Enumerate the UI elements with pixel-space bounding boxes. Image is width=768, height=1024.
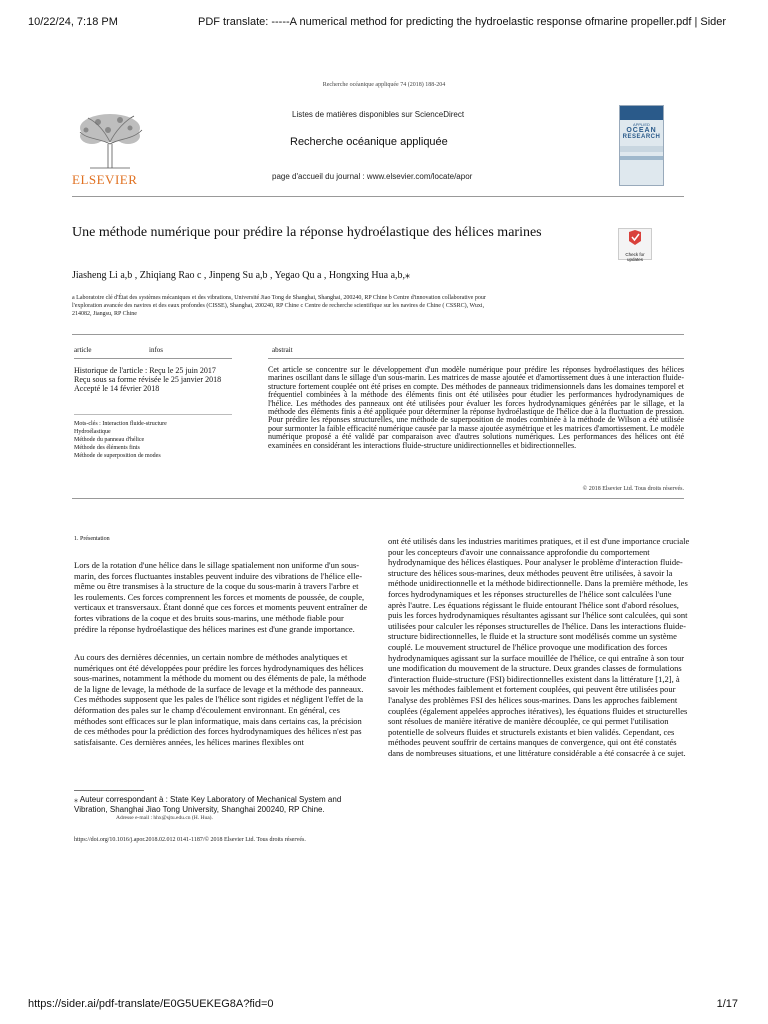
print-datetime: 10/22/24, 7:18 PM: [28, 16, 118, 28]
cover-line-2: OCEAN: [626, 127, 657, 134]
keywords-divider: [74, 414, 232, 415]
info-label: infos: [149, 346, 163, 354]
print-page-title: PDF translate: -----A numerical method for predicting the hydroelastic response ofmarine propeller.pdf | Sider: [198, 16, 727, 28]
sciencedirect-line[interactable]: Listes de matières disponibles sur ScienceDirect: [292, 110, 465, 119]
print-page-counter: 1/17: [716, 998, 738, 1010]
keyword: Hydroélastique: [74, 429, 111, 435]
abstract-divider: [268, 358, 684, 359]
abstract-text: Cet article se concentre sur le développement d'un modèle numérique pour prédire les réponses hydroélastiques des hélices marines oscillant dans le sillage d'un sous-marin. Les matrices de masse ajoutée et d'amortissement dues à une interaction fluide-structure fortement couplée ont été prises en compte. Des méthodes de panneaux tridimensionnels dans les domaines temporel et fréquentiel combinées à la méthode des éléments finis ont été utilisées pour étudier les performances hydrodynamiques de l'hélice. Les méthodes des panneaux ont été utilisées pour évaluer les forces hydrodynamiques générées par le sillage, et la méthode des éléments finis a été appliquée pour déterminer la réponse hydroélastique de l'hélice due à la fluctuation de pression. Pour prédire les réponses structurelles, une méthode de superposition de modes combinée à la méthode de Wilson a été utilisée pour surmonter la faible efficacité numérique causée par la masse ajoutée asymétrique et les matrices d'amortissement. Le modèle numérique proposé a été validé par comparaison avec d'autres solutions numériques. Les performances des hélices ont été examinées en considérant les interactions fluide-structure unidirectionnelles et bidirectionnelles.: [268, 365, 684, 450]
check-for-updates-badge[interactable]: [618, 228, 652, 260]
abstract-copyright: © 2018 Elsevier Ltd. Tous droits réservés.: [582, 486, 684, 492]
journal-name: Recherche océanique appliquée: [290, 136, 448, 148]
body-paragraph: Au cours des dernières décennies, un certain nombre de méthodes analytiques et numériques ont été développées pour prédire les forces hydrodynamiques des hélices sous-marines, notamment la méthode du moment ou des éléments de pale, la méthode de la ligne de levage, la méthode de la surface de levage et la méthode des panneaux. Ces méthodes supposent que les pales de l'hélice sont rigides et négligent l'effet de la déformation des pales sur le champ d'écoulement environnant. En général, ces méthodes sont efficaces sur le plan informatique, mais dans certains cas, la précision de ces méthodes pour la prédiction des forces hydrodynamiques des hélices n'est pas satisfaisante. Ces dernières années, les hélices marines flexibles ont: [74, 652, 367, 747]
cover-line-3: RESEARCH: [622, 134, 661, 140]
elsevier-wordmark: ELSEVIER: [72, 172, 138, 187]
info-divider: [74, 358, 232, 359]
keyword: Mots-clés : Interaction fluide-structure: [74, 421, 167, 427]
abstract-end-rule: [72, 498, 684, 499]
body-paragraph: Lors de la rotation d'une hélice dans le sillage spatialement non uniforme d'un sous-marin, des forces fluctuantes instables peuvent induire des vibrations de l'hélice elle-même ou être transmises à la structure de la coque du sous-marin à travers l'arbre et les roulements. Ces forces comprennent les forces et moments de poussée, de couple, verticaux et transversaux. Étant donné que ces forces et moments peuvent entraîner de fortes vibrations de la coque et des bruits sous-marins, une méthode fiable pour prédire la réponse hydroélastique des hélices marines est d'une grande importance.: [74, 560, 368, 634]
print-url[interactable]: https://sider.ai/pdf-translate/E0G5UEKEG8A?fid=0: [28, 998, 274, 1010]
keyword: Méthode du panneau d'hélice: [74, 437, 145, 443]
journal-homepage[interactable]: page d'accueil du journal : www.elsevier.com/locate/apor: [272, 172, 473, 181]
article-label: article: [74, 346, 92, 354]
keyword: Méthode des éléments finis: [74, 445, 140, 451]
journal-reference: Recherche océanique appliquée 74 (2018) 188-204: [322, 82, 446, 88]
info-rule: [72, 334, 684, 335]
affiliations: a Laboratoire clé d'État des systèmes mécaniques et des vibrations, Université Jiao Tong de Shanghai, Shanghai, 200240, RP Chine b Centre d'innovation collaborative pour l'exploration avancée des navires et des eaux profondes (CISSE), Shanghai, 200240, RP Chine c Centre de recherche scientifique sur les navires de Chine ( CSSRC), Wuxi, 214082, Jiangsu, RP Chine: [72, 295, 486, 317]
article-title: Une méthode numérique pour prédire la réponse hydroélastique des hélices marines: [72, 225, 542, 240]
authors: Jiasheng Li a,b , Zhiqiang Rao c , Jinpeng Su a,b , Yegao Qu a , Hongxing Hua a,b,⁎: [72, 270, 411, 281]
cover-line-1: APPLIED: [633, 122, 650, 127]
header-rule: [72, 196, 684, 197]
keyword: Méthode de superposition de modes: [74, 453, 161, 459]
keywords: [74, 420, 184, 460]
check-updates-label: Check for updates: [625, 252, 645, 262]
doi-line[interactable]: https://doi.org/10.1016/j.apor.2018.02.012 0141-1187/© 2018 Elsevier Ltd. Tous droits réservés.: [74, 837, 306, 843]
footnote-rule: [74, 790, 144, 791]
body-paragraph-col2: ont été utilisés dans les industries maritimes pratiques, et il est d'une importance cruciale pour les concepteurs d'avoir une connaissance approfondie du comportement hydrodynamique des hélices élastiques. Pour analyser le problème d'interaction fluide-structure des hélices sous-marines, deux méthodes peuvent être utilisées, à savoir la méthode unidirectionnelle et la méthode bidirectionnelle. Dans la première méthode, les forces hydrodynamiques et les réponses structurelles de l'hélice sont calculées l'une après l'autre. Les équations régissant le fluide entourant l'hélice sont d'abord résolues, puis les forces hydrodynamiques résultantes agissant sur l'hélice sont calculées, qui sont utilisées pour calculer les réponses structurelles de l'hélice. Dans les interactions fluide-structure bidirectionnelles, le fluide et la structure sont modélisés comme un système couplé. Le mouvement structurel de l'hélice provoque une modification des forces hydrodynamiques agissant sur la surface mouillée de l'hélice, ce qui entraîne à son tour une modification du mouvement de la structure. Deux grandes classes de formulations d'interaction fluide-structure (FSI) bidirectionnelles existent dans la littérature [1,2], à savoir les méthodes faiblement et fortement couplées, qui peuvent être utilisées pour l'analyse des problèmes FSI des hélices sous-marines. Dans les approches faiblement couplées (également appelées approches itératives), les équations fluides et structurelles sont résolues de manière itérative de manière découplée, ce qui permet l'utilisation potentielle de solveurs fluides et structurels existants et bien validés. Cependant, ces méthodes peuvent souffrir de certains manques de convergence, qui ont été constatés dans de nombreuses situations, et une littérature considérable a été consacrée à ce sujet.: [388, 536, 690, 758]
corresponding-author-footnote: ⁎ Auteur correspondant à : State Key Laboratory of Mechanical System and Vibration, Shanghai Jiao Tong University, Shanghai 200240, RP Chine.: [74, 795, 342, 814]
section-heading: 1. Présentation: [74, 536, 110, 542]
article-history: Historique de l'article : Reçu le 25 juin 2017 Reçu sous sa forme révisée le 25 janvier 2018 Accepté le 14 février 2018: [74, 366, 222, 393]
author-email[interactable]: Adresse e-mail : hhx@sjtu.edu.cn (H. Hua).: [116, 815, 213, 821]
abstract-label: abstrait: [272, 346, 293, 354]
journal-cover: [619, 105, 664, 186]
